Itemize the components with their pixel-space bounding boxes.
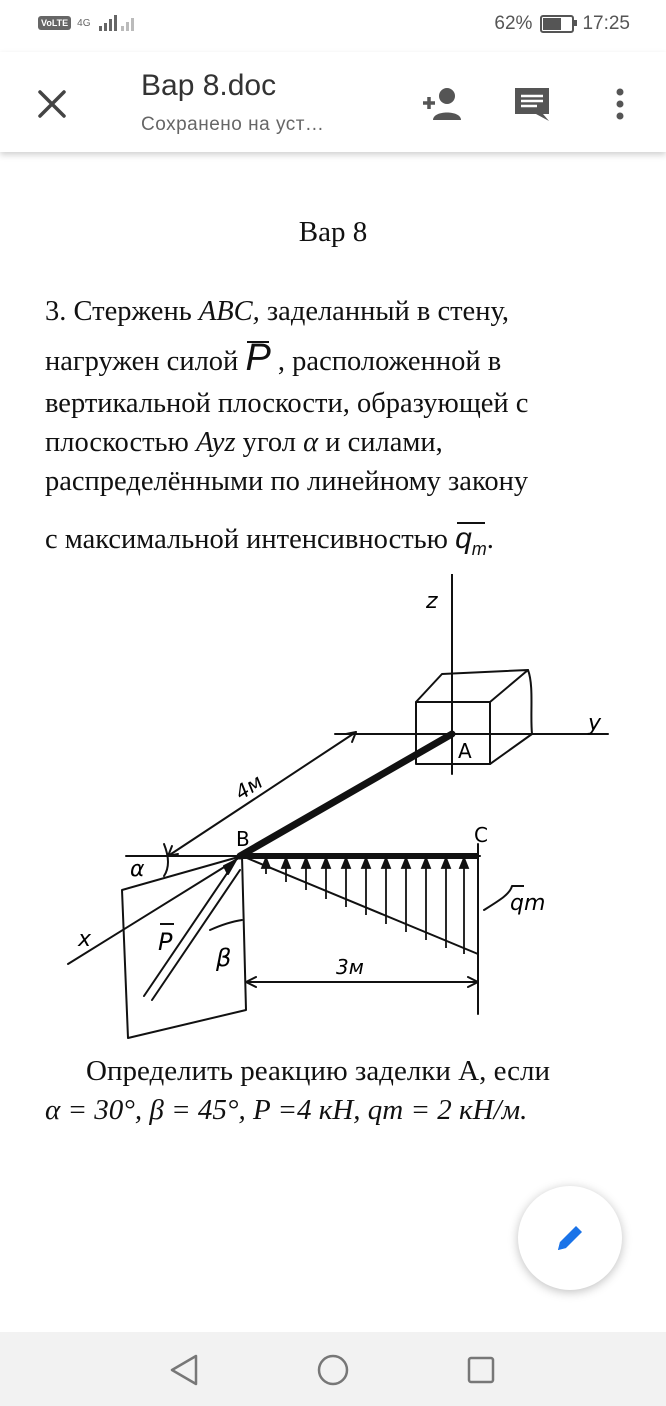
more-vert-icon: [614, 86, 626, 122]
document-title: Вар 8.doc: [141, 69, 277, 102]
problem-line-5: распределёнными по линейному закону: [45, 466, 529, 497]
qm-letter: q: [455, 522, 472, 555]
problem-line-1: [45, 292, 625, 331]
more-options-button[interactable]: [598, 82, 642, 126]
label-a: A: [458, 739, 472, 763]
problem-text: с максимальной интенсивностью: [45, 524, 456, 555]
problem-var-alpha: α: [303, 427, 319, 458]
question-line-1: Определить реакцию заделки A, если: [86, 1055, 551, 1087]
problem-text: , расположенной в: [270, 346, 502, 377]
back-triangle-icon: [166, 1352, 202, 1388]
qm-subscript: m: [471, 539, 487, 559]
label-alpha: α: [130, 857, 145, 882]
label-y: y: [588, 711, 602, 736]
problem-text: плоскостью: [45, 427, 196, 458]
mechanics-diagram: [60, 574, 620, 1044]
label-length-ab: 4м: [230, 769, 267, 805]
recents-square-icon: [463, 1352, 499, 1388]
signal-icon: [97, 14, 137, 32]
problem-text: и силами,: [318, 427, 443, 458]
document-page[interactable]: [0, 152, 666, 1332]
network-type: 4G: [77, 17, 91, 29]
app-bar: [0, 52, 666, 152]
close-icon: [32, 84, 72, 124]
label-x: x: [78, 927, 92, 952]
problem-text: заделанный в стену,: [259, 296, 509, 327]
label-p: P: [158, 928, 173, 956]
status-bar: [0, 0, 666, 52]
battery-percent: 62%: [494, 13, 533, 34]
problem-line-3: вертикальной плоскости, образующей с: [45, 388, 529, 419]
label-beta: β: [216, 944, 232, 972]
bar-ab: [240, 734, 452, 856]
add-person-icon: [420, 86, 464, 122]
problem-text: угол: [235, 427, 304, 458]
doc-heading: Вар 8: [298, 216, 368, 248]
status-right: [494, 13, 630, 35]
problem-line-4: [45, 423, 625, 462]
status-left: [38, 14, 137, 32]
problem-text: .: [486, 524, 494, 555]
label-c: C: [474, 823, 488, 847]
recents-button[interactable]: [463, 1352, 499, 1388]
load-hypotenuse: [242, 856, 478, 954]
label-qm: qm: [510, 891, 546, 916]
edit-pencil-icon: [552, 1220, 588, 1256]
problem-var-ayz: Ayz: [195, 427, 236, 458]
comments-button[interactable]: [510, 82, 554, 126]
dimension-line-ab: [168, 732, 356, 856]
problem-text: нагружен силой: [45, 346, 246, 377]
wall-block: [416, 670, 532, 764]
problem-text: 3. Стержень: [45, 296, 199, 327]
label-length-bc: 3м: [336, 955, 364, 979]
save-status: Сохранено на уст…: [141, 114, 325, 135]
problem-var-abc: ABC,: [198, 296, 260, 327]
force-p-symbol: P: [245, 337, 271, 379]
battery-icon: [540, 15, 574, 33]
question-line-2: α = 30°, β = 45°, P =4 кН, qm = 2 кН/м.: [45, 1094, 528, 1126]
label-z: z: [426, 589, 438, 614]
back-button[interactable]: [166, 1352, 202, 1388]
problem-line-6: [45, 520, 625, 564]
label-b: B: [236, 827, 250, 851]
load-qm-symbol: [455, 524, 487, 564]
share-button[interactable]: [420, 82, 464, 126]
close-button[interactable]: [32, 84, 72, 124]
system-nav-bar: [0, 1332, 666, 1406]
volte-badge: VoLTE: [38, 16, 71, 30]
edit-fab-button[interactable]: [518, 1186, 622, 1290]
home-button[interactable]: [315, 1352, 351, 1388]
clock: 17:25: [582, 13, 630, 34]
home-circle-icon: [315, 1352, 351, 1388]
comment-icon: [512, 85, 552, 123]
problem-line-2: [45, 337, 625, 381]
